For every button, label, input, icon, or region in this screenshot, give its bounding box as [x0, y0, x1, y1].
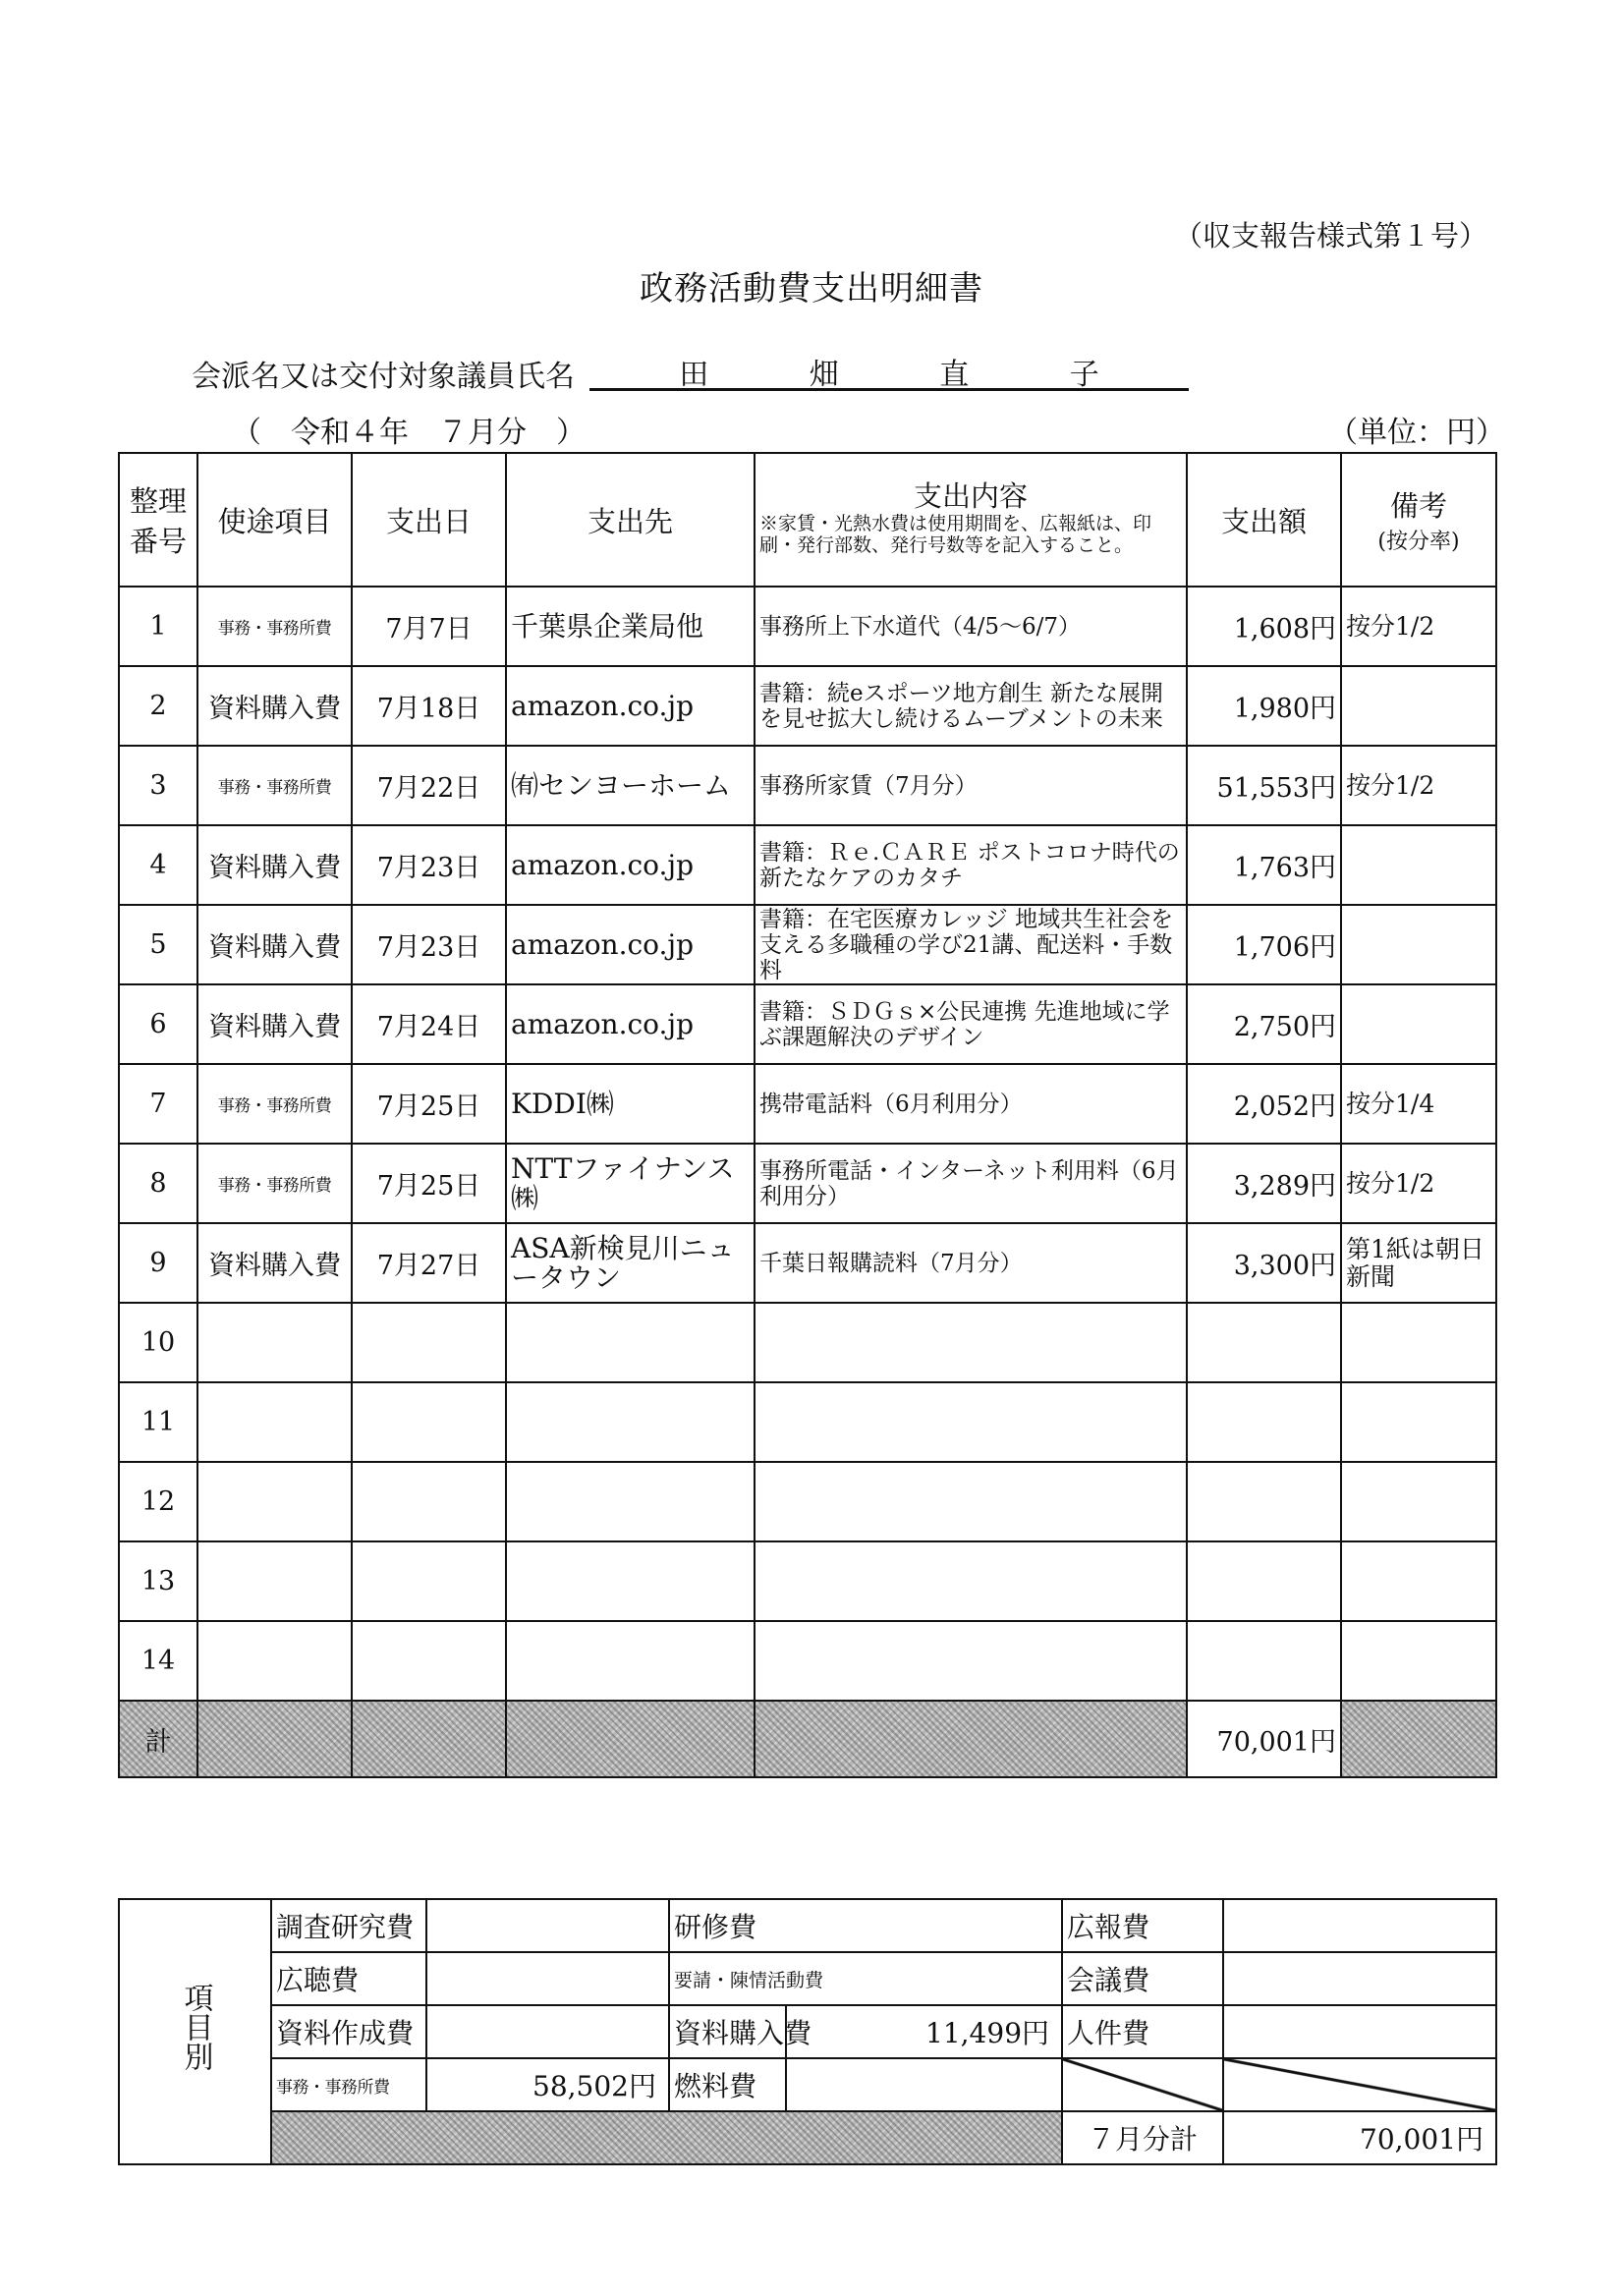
- row-date: 7月22日: [352, 746, 506, 825]
- row-purpose: 資料購入費: [197, 666, 352, 746]
- cat-doc-purchase-value: 11,499円: [786, 2005, 1062, 2058]
- row-date: 7月18日: [352, 666, 506, 746]
- row-payee: ASA新検見川ニュータウン: [506, 1223, 755, 1303]
- row-amount: 51,553円: [1187, 746, 1341, 825]
- row-remarks: [1341, 1382, 1496, 1462]
- cat-office-value: 58,502円: [426, 2058, 669, 2111]
- header-date: 支出日: [352, 453, 506, 587]
- row-purpose: 資料購入費: [197, 905, 352, 984]
- member-name-char: 田: [679, 358, 709, 392]
- row-payee: [506, 1303, 755, 1382]
- category-row: [119, 1952, 1496, 2005]
- row-payee: [506, 1382, 755, 1462]
- table-row: [119, 587, 1496, 666]
- row-no: 11: [119, 1382, 197, 1462]
- row-content: 千葉日報購読料（7月分）: [755, 1223, 1187, 1303]
- row-content: 事務所家賃（7月分）: [755, 746, 1187, 825]
- row-amount: 1,763円: [1187, 825, 1341, 905]
- row-remarks: [1341, 984, 1496, 1064]
- reporting-period: （ 令和４年 ７月分 ）: [232, 416, 586, 450]
- row-purpose: [197, 1303, 352, 1382]
- row-date: 7月25日: [352, 1064, 506, 1144]
- row-remarks: [1341, 1303, 1496, 1382]
- month-total-label: ７月分計: [1062, 2111, 1223, 2164]
- table-row: [119, 1462, 1496, 1541]
- row-remarks: [1341, 666, 1496, 746]
- cat-shaded-cell: [271, 2111, 1062, 2164]
- row-payee: NTTファイナンス㈱: [506, 1144, 755, 1223]
- row-content: 書籍：ＳＤＧｓ×公民連携 先進地域に学ぶ課題解決のデザイン: [755, 984, 1187, 1064]
- row-date: [352, 1621, 506, 1701]
- row-payee: [506, 1462, 755, 1541]
- row-content: [755, 1462, 1187, 1541]
- cat-petition-label: 要請・陳情活動費: [669, 1952, 1062, 2005]
- row-no: 1: [119, 587, 197, 666]
- row-content: [755, 1382, 1187, 1462]
- row-date: [352, 1541, 506, 1621]
- row-content: 書籍：Ｒｅ.ＣＡＲＥ ポストコロナ時代の新たなケアのカタチ: [755, 825, 1187, 905]
- category-summary-table: [118, 1898, 1497, 2165]
- category-row: [119, 2058, 1496, 2111]
- row-payee: [506, 1621, 755, 1701]
- row-amount: 2,052円: [1187, 1064, 1341, 1144]
- cat-fuel-label: 燃料費: [669, 2058, 786, 2111]
- row-amount: 2,750円: [1187, 984, 1341, 1064]
- row-amount: 1,608円: [1187, 587, 1341, 666]
- row-amount: [1187, 1541, 1341, 1621]
- cat-personnel-label: 人件費: [1062, 2005, 1223, 2058]
- form-number: （収支報告様式第１号）: [1174, 219, 1488, 252]
- row-date: 7月25日: [352, 1144, 506, 1223]
- row-remarks: 按分1/4: [1341, 1064, 1496, 1144]
- total-shade-cell: [352, 1701, 506, 1777]
- category-row: [119, 2111, 1496, 2164]
- row-no: 10: [119, 1303, 197, 1382]
- row-payee: amazon.co.jp: [506, 666, 755, 746]
- row-no: 7: [119, 1064, 197, 1144]
- table-row: [119, 1144, 1496, 1223]
- row-payee: amazon.co.jp: [506, 825, 755, 905]
- row-remarks: 按分1/2: [1341, 1144, 1496, 1223]
- row-no: 14: [119, 1621, 197, 1701]
- row-date: [352, 1303, 506, 1382]
- row-no: 13: [119, 1541, 197, 1621]
- member-name-char: 畑: [809, 358, 839, 392]
- row-purpose: [197, 1621, 352, 1701]
- row-content: [755, 1541, 1187, 1621]
- diagonal-blank-cell: [1223, 2058, 1496, 2111]
- row-date: 7月24日: [352, 984, 506, 1064]
- row-no: 8: [119, 1144, 197, 1223]
- row-purpose: 事務・事務所費: [197, 587, 352, 666]
- row-remarks: [1341, 1541, 1496, 1621]
- row-remarks: 第1紙は朝日新聞: [1341, 1223, 1496, 1303]
- header-remarks-sub: (按分率): [1377, 530, 1460, 554]
- cat-research-label: 調査研究費: [271, 1899, 426, 1952]
- row-purpose: [197, 1382, 352, 1462]
- row-purpose: 事務・事務所費: [197, 1064, 352, 1144]
- total-amount: 70,001円: [1187, 1701, 1341, 1777]
- row-date: [352, 1462, 506, 1541]
- row-purpose: [197, 1541, 352, 1621]
- table-header-row: [119, 453, 1496, 587]
- category-side-text: 項目別: [178, 1983, 213, 2071]
- cat-doc-creation-label: 資料作成費: [271, 2005, 426, 2058]
- row-no: 9: [119, 1223, 197, 1303]
- row-no: 5: [119, 905, 197, 984]
- category-row: [119, 1899, 1496, 1952]
- row-content: [755, 1303, 1187, 1382]
- header-remarks: [1341, 453, 1496, 587]
- table-row: [119, 1223, 1496, 1303]
- row-date: 7月23日: [352, 825, 506, 905]
- cat-publicity-value: [1223, 1899, 1496, 1952]
- cat-meeting-label: 会議費: [1062, 1952, 1223, 2005]
- row-payee: 千葉県企業局他: [506, 587, 755, 666]
- cat-research-value: [426, 1899, 669, 1952]
- row-amount: [1187, 1303, 1341, 1382]
- row-payee: KDDI㈱: [506, 1064, 755, 1144]
- row-amount: [1187, 1382, 1341, 1462]
- row-payee: [506, 1541, 755, 1621]
- row-amount: 1,706円: [1187, 905, 1341, 984]
- row-remarks: [1341, 1621, 1496, 1701]
- row-amount: 3,289円: [1187, 1144, 1341, 1223]
- cat-hearing-value: [426, 1952, 669, 2005]
- member-name-char: 直: [939, 358, 970, 392]
- table-row: [119, 666, 1496, 746]
- member-name-char: 子: [1069, 358, 1099, 392]
- category-row: [119, 2005, 1496, 2058]
- row-purpose: 事務・事務所費: [197, 1144, 352, 1223]
- row-purpose: 事務・事務所費: [197, 746, 352, 825]
- cat-doc-creation-value: [426, 2005, 669, 2058]
- row-payee: amazon.co.jp: [506, 905, 755, 984]
- row-purpose: 資料購入費: [197, 1223, 352, 1303]
- page-title: 政務活動費支出明細書: [640, 269, 983, 308]
- total-shade-cell: [755, 1701, 1187, 1777]
- total-row: [119, 1701, 1496, 1777]
- cat-hearing-label: 広聴費: [271, 1952, 426, 2005]
- table-row: [119, 1541, 1496, 1621]
- row-date: 7月7日: [352, 587, 506, 666]
- cat-publicity-label: 広報費: [1062, 1899, 1223, 1952]
- table-row: [119, 1064, 1496, 1144]
- row-amount: [1187, 1462, 1341, 1541]
- header-content-title: 支出内容: [913, 479, 1028, 513]
- row-date: [352, 1382, 506, 1462]
- row-remarks: [1341, 1462, 1496, 1541]
- header-content: [755, 453, 1187, 587]
- row-date: 7月23日: [352, 905, 506, 984]
- row-no: 6: [119, 984, 197, 1064]
- cat-personnel-value: [1223, 2005, 1496, 2058]
- row-amount: 1,980円: [1187, 666, 1341, 746]
- row-payee: ㈲センヨーホーム: [506, 746, 755, 825]
- row-no: 12: [119, 1462, 197, 1541]
- expense-table: [118, 452, 1497, 1778]
- total-label: 計: [119, 1701, 197, 1777]
- row-content: 事務所電話・インターネット利用料（6月利用分）: [755, 1144, 1187, 1223]
- row-payee: amazon.co.jp: [506, 984, 755, 1064]
- row-remarks: [1341, 825, 1496, 905]
- row-content: 事務所上下水道代（4/5～6/7）: [755, 587, 1187, 666]
- total-shade-cell: [1341, 1701, 1496, 1777]
- member-name: [589, 350, 1189, 391]
- row-no: 2: [119, 666, 197, 746]
- table-row: [119, 984, 1496, 1064]
- table-row: [119, 1303, 1496, 1382]
- header-amount: 支出額: [1187, 453, 1341, 587]
- member-label: 会派名又は交付対象議員氏名: [192, 360, 575, 394]
- row-date: 7月27日: [352, 1223, 506, 1303]
- header-payee: 支出先: [506, 453, 755, 587]
- month-total-value: 70,001円: [1223, 2111, 1496, 2164]
- row-amount: [1187, 1621, 1341, 1701]
- cat-office-label: 事務・事務所費: [271, 2058, 426, 2111]
- table-row: [119, 825, 1496, 905]
- table-row: [119, 905, 1496, 984]
- cat-doc-purchase-label: 資料購入費: [669, 2005, 786, 2058]
- category-side-label: [119, 1899, 271, 2164]
- row-purpose: 資料購入費: [197, 984, 352, 1064]
- header-no: 整理番号: [119, 453, 197, 587]
- diagonal-blank-cell: [1062, 2058, 1223, 2111]
- unit-label: （単位：円）: [1328, 416, 1505, 450]
- table-row: [119, 1621, 1496, 1701]
- row-purpose: 資料購入費: [197, 825, 352, 905]
- row-remarks: 按分1/2: [1341, 746, 1496, 825]
- total-shade-cell: [506, 1701, 755, 1777]
- row-no: 4: [119, 825, 197, 905]
- total-shade-cell: [197, 1701, 352, 1777]
- header-remarks-title: 備考: [1389, 489, 1447, 523]
- cat-training-label: 研修費: [669, 1899, 1062, 1952]
- cat-meeting-value: [1223, 1952, 1496, 2005]
- table-row: [119, 1382, 1496, 1462]
- table-row: [119, 746, 1496, 825]
- row-remarks: [1341, 905, 1496, 984]
- row-content: 書籍：在宅医療カレッジ 地域共生社会を支える多職種の学び21講、配送料・手数料: [755, 905, 1187, 984]
- cat-fuel-value: [786, 2058, 1062, 2111]
- row-content: 書籍：続eスポーツ地方創生 新たな展開を見せ拡大し続けるムーブメントの未来: [755, 666, 1187, 746]
- row-purpose: [197, 1462, 352, 1541]
- row-no: 3: [119, 746, 197, 825]
- header-content-note: ※家賃・光熱水費は使用期間を、広報紙は、印刷・発行部数、発行号数等を記入すること。: [759, 513, 1152, 556]
- row-content: 携帯電話料（6月利用分）: [755, 1064, 1187, 1144]
- row-remarks: 按分1/2: [1341, 587, 1496, 666]
- header-purpose: 使途項目: [197, 453, 352, 587]
- row-amount: 3,300円: [1187, 1223, 1341, 1303]
- row-content: [755, 1621, 1187, 1701]
